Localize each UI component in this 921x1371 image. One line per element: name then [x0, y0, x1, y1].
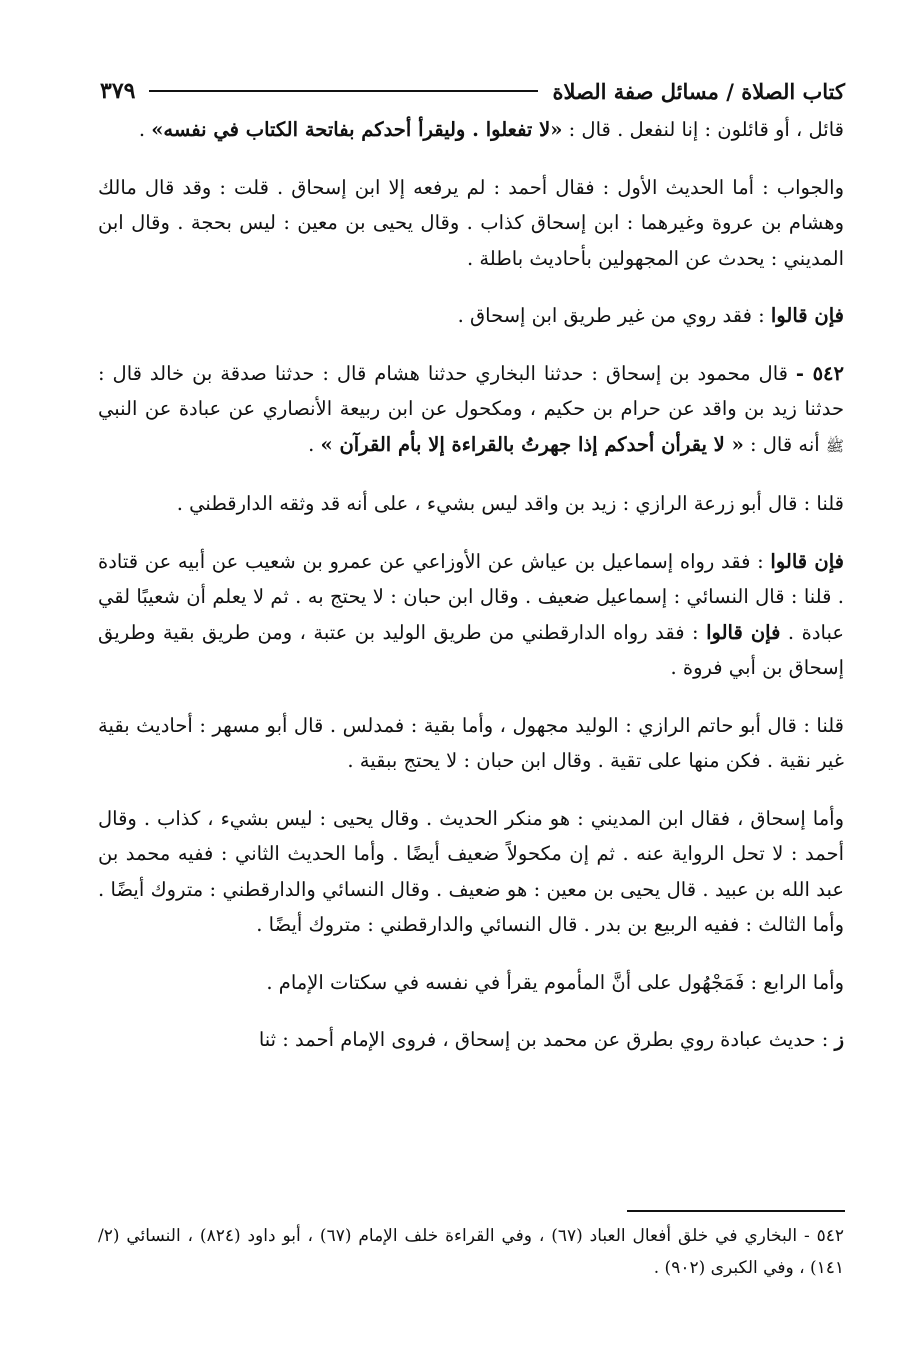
- bold-text: « لا يقرأن أحدكم إذا جهرتُ بالقراءة إلا بأم القرآن »: [320, 432, 744, 456]
- running-title: كتاب الصلاة / مسائل صفة الصلاة: [552, 78, 845, 104]
- bold-text: فإن قالوا: [770, 304, 844, 327]
- header-rule: [149, 90, 538, 92]
- bold-text: ٥٤٢ -: [795, 361, 844, 385]
- paragraph: والجواب : أما الحديث الأول : فقال أحمد : لم يرفعه إلا ابن إسحاق . قلت : وقد قال مالك وهشام بن عروة وغيرهما : ابن إسحاق كذاب . وقال يحيى بن معين : ليس بحجة . وقال ابن المديني : يحدث عن المجهولين بأحاديث باطلة .: [98, 175, 844, 270]
- page-header: [100, 74, 845, 108]
- main-text: [98, 112, 844, 1058]
- paragraph: قلنا : قال أبو زرعة الرازي : زيد بن واقد ليس بشيء ، على أنه قد وثقه الدارقطني .: [176, 492, 844, 515]
- paragraph: ٥٤٢ - قال محمود بن إسحاق : حدثنا البخاري حدثنا هشام قال : حدثنا صدقة بن خالد قال : حدثنا زيد بن واقد عن حرام بن حكيم ، ومكحول عن ابن ربيعة الأنصاري عن عبادة عن النبي ﷺ أنه قال : « لا يقرأن أحدكم إذا جهرتُ بالقراءة إلا بأم القرآن » .: [98, 361, 844, 456]
- paragraph: وأما إسحاق ، فقال ابن المديني : هو منكر الحديث . وقال يحيى : ليس بشيء ، كذاب . وقال أحمد : لا تحل الرواية عنه . ثم إن مكحولاً ضعيف أيضًا . وأما الحديث الثاني : ففيه محمد بن عبد الله بن عبيد . قال يحيى بن معين : هو ضعيف . وقال النسائي والدارقطني : متروك أيضًا . وأما الثالث : ففيه الربيع بن بدر . قال النسائي والدارقطني : متروك أيضًا .: [98, 806, 844, 936]
- paragraph: فإن قالوا : فقد رواه إسماعيل بن عياش عن الأوزاعي عن عمرو بن شعيب عن أبيه عن قتادة . قلنا : قال النسائي : إسماعيل ضعيف . وقال ابن حبان : لا يحتج به . ثم لا يعلم أن شعيبًا لقي عبادة . فإن قالوا : فقد رواه الدارقطني من طريق الوليد بن عتبة ، ومن طريق بقية وطريق إسحاق بن أبي فروة .: [98, 549, 844, 679]
- footnote-separator: [627, 1210, 845, 1212]
- honorific-glyph: ﷺ: [825, 436, 844, 455]
- page-number: ٣٧٩: [100, 78, 136, 104]
- paragraph: قائل ، أو قائلون : إنا لنفعل . قال : «لا تفعلوا . وليقرأ أحدكم بفاتحة الكتاب في نفسه» .: [138, 118, 844, 141]
- bold-text: ز: [834, 1028, 844, 1051]
- footnote-text: ٥٤٢ - البخاري في خلق أفعال العباد (٦٧) ، وفي القراءة خلف الإمام (٦٧) ، أبو داود (٨٢٤) ، النسائي (٢/ ١٤١) ، وفي الكبرى (٩٠٢) .: [98, 1226, 844, 1278]
- paragraph: وأما الرابع : فَمَجْهُول على أنَّ المأموم يقرأ في نفسه في سكتات الإمام .: [266, 970, 844, 994]
- paragraph: ز : حديث عبادة روي بطرق عن محمد بن إسحاق ، فروى الإمام أحمد : ثنا: [258, 1028, 844, 1051]
- bold-text: «لا تفعلوا . وليقرأ أحدكم بفاتحة الكتاب في نفسه»: [151, 118, 563, 141]
- footnote: [98, 1220, 844, 1284]
- paragraph: قلنا : قال أبو حاتم الرازي : الوليد مجهول ، وأما بقية : فمدلس . قال أبو مسهر : أحاديث بقية غير نقية . فكن منها على تقية . وقال ابن حبان : لا يحتج ببقية .: [98, 713, 844, 772]
- paragraph: فإن قالوا : فقد روي من غير طريق ابن إسحاق .: [457, 304, 844, 327]
- bold-text: فإن قالوا: [770, 549, 844, 573]
- bold-text: فإن قالوا: [706, 620, 781, 644]
